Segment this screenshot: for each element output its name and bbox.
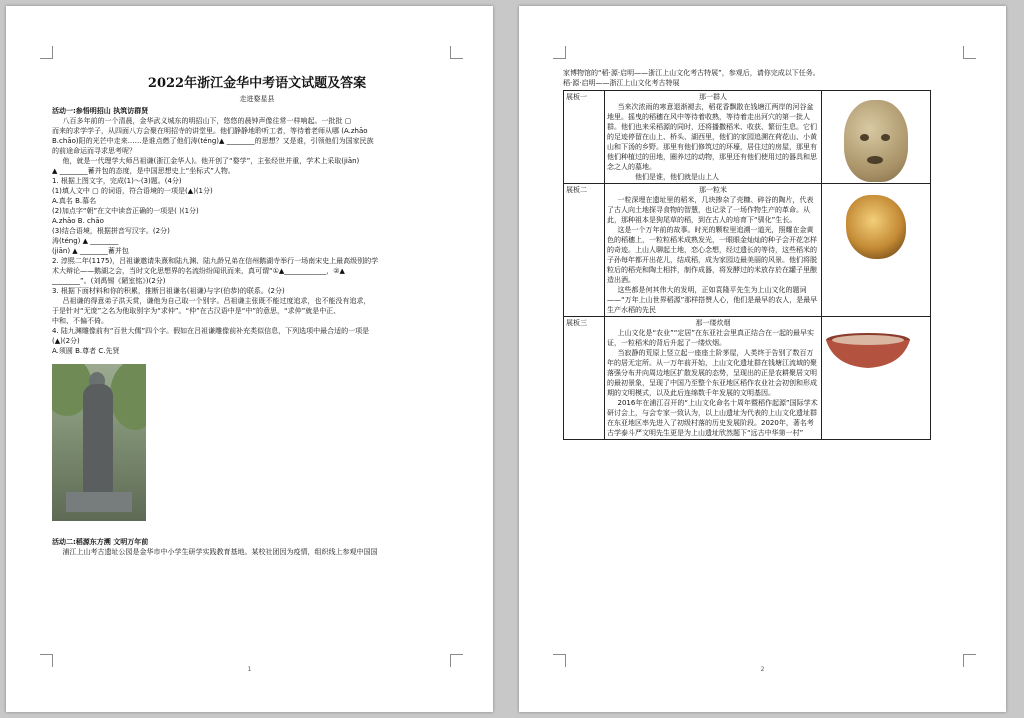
question-1-2-options: A.zhāo B. chāo bbox=[52, 217, 104, 225]
crop-mark-top-left bbox=[40, 46, 53, 59]
document-subtitle: 走进婺星县 bbox=[239, 95, 275, 103]
artifact-eye bbox=[860, 134, 869, 141]
text-line: 八百多年前的一个清晨，金华武义城东的明招山下，悠悠的晨钟声像往常一样响起。一批批 ▢ bbox=[62, 117, 352, 125]
question-1-3-blank: 涛(téng) ▲ ________ bbox=[52, 237, 119, 245]
crop-mark-top-left bbox=[553, 46, 566, 59]
activity2-heading: 活动二:稻源东方溯 文明万年前 bbox=[52, 538, 149, 546]
activity2-text: 浦江上山考古遗址公园是金华市中小学生研学实践教育基地。某校社团因为疫情，组织线上参观中国国 bbox=[62, 548, 378, 556]
panel-image-cell bbox=[822, 184, 931, 317]
panel-paragraph: 一粒深埋在遗址里的稻米，几块掺杂了壳糠、碎谷的陶片，代表了古人向土地探寻食物的智慧，也记录了一场作物生产的革命。从此，那种祖本是狗尾草的稻，到在古人的培育下“驯化”生长。 bbox=[607, 196, 814, 224]
tree-foliage bbox=[110, 364, 146, 430]
statue-body bbox=[83, 384, 113, 494]
question-1-2: (2)加点字“朝”在文中读音正确的一项是( )(1分) bbox=[52, 207, 199, 215]
question-2: ________”。(刘禹锡《陋室铭》)(2分) bbox=[52, 277, 166, 285]
page-number: 2 bbox=[760, 666, 765, 673]
panel-paragraph: 他们是谁，他们就是山上人 bbox=[635, 173, 719, 181]
question-1-1: (1)填人文中 ▢ 的词语，符合语境的一项是(▲)(1分) bbox=[52, 187, 213, 195]
panel-paragraph: 当来次浓雨的寒意退渐褪去，稻花香飘散在钱塘江两岸的河谷盆地里。摇曳的稻穗在风中等待着收熟，等待着走出河穴的第一批人群。他们也来采稻源的同时，还将播撒稻米、收获、繁衍生息。它们的足迹停留在山上、桥头、湖西里，他们的家园追溯在荷花山、小黄山和下汤的乡野。那里有他们修筑过的环壕，居住过的房屋，那里有他们种植过的田地，圈养过的动物，那里还有他们使用过的器具和思念之人的墓地。 bbox=[607, 103, 817, 171]
page-number: 1 bbox=[247, 666, 252, 673]
text-line: B.chāo)阳的光芒中走来……是谁点燃了他们涛(téng)▲ ________的思想？又是谁，引领他们为国家民族 bbox=[52, 137, 374, 145]
panel-image-cell bbox=[822, 317, 931, 440]
question-4: 4. 陆九渊雕像前有“百世大儒”四个字。假如在吕祖谦雕像前补充类似信息，下列选项中最合适的一项是 bbox=[52, 327, 370, 335]
document-page-2 bbox=[519, 6, 1006, 712]
question-1: 1. 根据上图文字，完成(1)～(3)题。(4分) bbox=[52, 177, 182, 185]
panel-paragraph: 当寂静的荒原上竖立起一座座土阶茅屋，人类终于告别了数百万年的居无定所。从一万年前开始，上山文化遗址群在钱塘江流域的聚落强分布并向周边地区扩散发展的态势，呈现出的正是农耕聚居文明的最初景象，呈现了中国乃至整个东亚地区稻作农业社会初创和形成期的文明模式，以及此后连绵数千年发展的文明基因。 bbox=[607, 349, 817, 397]
panel-label: 展板三 bbox=[564, 317, 605, 440]
panel-content bbox=[605, 184, 822, 317]
document-page-1 bbox=[6, 6, 493, 712]
question-1-1-options: A.真名 B.慕名 bbox=[52, 197, 97, 205]
crop-mark-top-right bbox=[963, 46, 976, 59]
panel-paragraph: 这是一个万年前的故事。时光的颗粒里追溯一道光，照耀在金黄色的稻穗上，一粒粒稻米成熟发光，一眼眼金灿灿的种子会开花怎样的奇迹。上山人聊起土地，恋心念想，经过遗长的等待，这些稻米的子孙每年都开出花儿，结成稻，成为家园边最美丽的风景。他们将脱粒后的稻壳和陶土相拌，制作成器，将发酵过的米放存於在罐子里酿造出酒。 bbox=[607, 226, 817, 284]
panel-heading: 那一群人 bbox=[699, 93, 727, 101]
panel-label: 展板一 bbox=[564, 91, 605, 184]
artifact-eye bbox=[881, 134, 890, 141]
question-3-material: 中和、不偏不倚。 bbox=[52, 317, 108, 325]
pottery-bowl-image bbox=[824, 332, 912, 372]
panel-content bbox=[605, 91, 822, 184]
document-title: 2022年浙江金华中考语文试题及答案 bbox=[147, 76, 367, 91]
panel-image-cell bbox=[822, 91, 931, 184]
activity1-heading: 活动一:参悟明招山 执筑访群贤 bbox=[52, 107, 149, 115]
exhibit-row bbox=[564, 317, 931, 440]
crop-mark-top-right bbox=[450, 46, 463, 59]
question-2: 2. 淳熙二年(1175)，吕祖谦邀请朱熹和陆九渊、陆九龄兄弟在信州鹅湖寺举行一场南宋史上最高级别的学 bbox=[52, 257, 379, 265]
stone-face-artifact-image bbox=[844, 100, 908, 182]
question-3-material: 于是针对“无庞”之名为他取别字为“求仲”。“仲”在古汉语中是“中”的意思，“求仲”就是中正、 bbox=[52, 307, 341, 315]
question-1-3-blank: (jiān) ▲ ________蓄并包 bbox=[52, 247, 129, 255]
text-line: 他，就是一代理学大师吕祖谦(浙江金华人)。他开创了“婺学”，主张经世并重，学术上采取(jiān) bbox=[62, 157, 360, 165]
statue-pedestal bbox=[66, 492, 132, 512]
statue-photo bbox=[52, 364, 146, 521]
exhibit-table bbox=[563, 90, 931, 440]
text-line: ▲ ________蓄并包的态度，是中国思想史上“坐标式”人物。 bbox=[52, 167, 235, 175]
question-4-options: A.须圆 B.尊者 C.先贤 bbox=[52, 347, 120, 355]
panel-paragraph: 2016年在浦江召开的“上山文化命名十周年暨稻作起源”国际学术研讨会上，与会专家一致认为，以上山遗址为代表的上山文化遗址群在东亚地区率先进入了初级村落的历史发展阶段。2020年，著名考古学泰斗严文明先生更是为上山遗址欣然题下“远古中华第一村” bbox=[607, 399, 818, 437]
exhibit-row bbox=[564, 184, 931, 317]
text-line: 而来的求学学子，从四面八方会聚在明招寺的讲堂里。他们静静地聆听工者，等待着老师从哪 (A.zhāo bbox=[52, 127, 368, 135]
panel-content bbox=[605, 317, 822, 440]
panel-paragraph: 上山文化是“农业”“定居”在东亚社会里真正结合在一起的最早实证，一粒稻米的背后升起了一缕炊烟。 bbox=[607, 329, 815, 347]
question-1-3: (3)结合语境，根据拼音写汉字。(2分) bbox=[52, 227, 170, 235]
question-4: (▲)(2分) bbox=[52, 337, 80, 345]
panel-heading: 那一粒米 bbox=[699, 186, 727, 194]
intro-line: 家博物馆的“稻·源·启明——浙江上山文化考古特展”，参观后，请你完成以下任务。 bbox=[563, 69, 820, 77]
question-3: 3. 根据下面材料和你的积累，推断吕祖谦名(祖谦)与字(伯恭)的联系。(2分) bbox=[52, 287, 285, 295]
text-line: 的前途命运而寻求思考呢？ bbox=[52, 147, 136, 155]
question-2: 术大辩论——鹅湖之会，当时文化思想界的名流纷纷闻讯而来，真可谓“①▲____________，②▲ bbox=[52, 267, 345, 275]
exhibition-title: 稻·源·启明——浙江上山文化考古特展 bbox=[563, 79, 680, 87]
panel-paragraph: 这些都是何其伟大的发明，正如袁隆平先生为上山文化的题词——“万年上山世界稻源”那样搭赞人心，他们是最早的农人，是最早生产水稻的先民 bbox=[607, 286, 818, 314]
artifact-mouth bbox=[867, 156, 883, 164]
panel-heading: 那一缕炊烟 bbox=[695, 319, 731, 327]
panel-label: 展板二 bbox=[564, 184, 605, 317]
rice-grain-artifact-image bbox=[846, 195, 906, 259]
question-3-material: 吕祖谦的得意弟子洪天赏，谦他为自己取一个别字。吕祖谦主张既不能过度追求，也不能没有追求， bbox=[62, 297, 371, 305]
activity1-text bbox=[52, 116, 462, 356]
exhibit-row bbox=[564, 91, 931, 184]
